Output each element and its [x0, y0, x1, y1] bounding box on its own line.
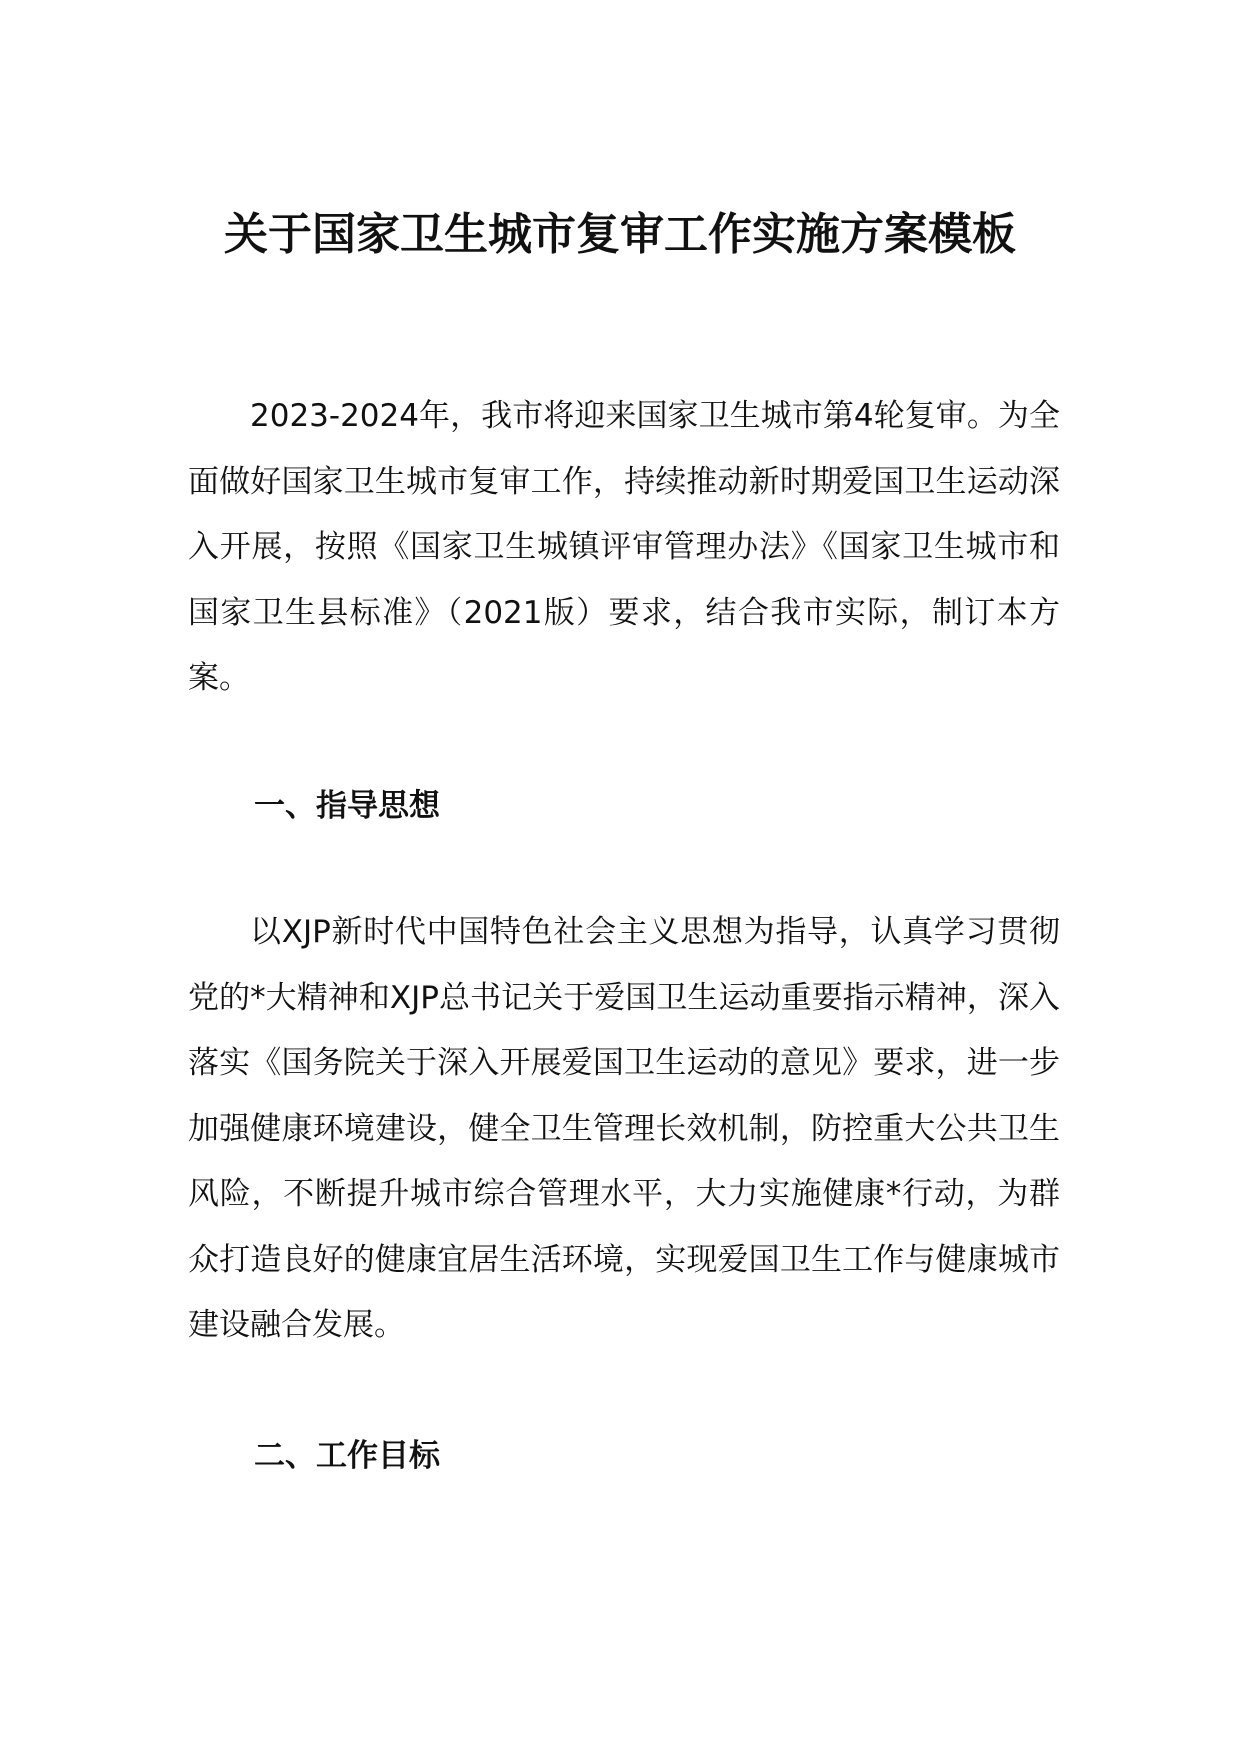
section-heading-work-goals: 二、工作目标: [254, 1438, 440, 1474]
intro-paragraph: 2023-2024年，我市将迎来国家卫生城市第4轮复审。为全面做好国家卫生城市复审工作，持续推动新时期爱国卫生运动深入开展，按照《国家卫生城镇评审管理办法》《国家卫生城市和国家卫生县标准》（2021版）要求，结合我市实际，制订本方案。: [188, 398, 1060, 696]
document-title: 关于国家卫生城市复审工作实施方案模板: [224, 209, 1016, 260]
guiding-ideology-paragraph: 以XJP新时代中国特色社会主义思想为指导，认真学习贯彻党的*大精神和XJP总书记关于爱国卫生运动重要指示精神，深入落实《国务院关于深入开展爱国卫生运动的意见》要求，进一步加强健康环境建设，健全卫生管理长效机制，防控重大公共卫生风险，不断提升城市综合管理水平，大力实施健康*行动，为群众打造良好的健康宜居生活环境，实现爱国卫生工作与健康城市建设融合发展。: [188, 914, 1060, 1343]
section-heading-guiding-ideology: 一、指导思想: [254, 788, 440, 824]
